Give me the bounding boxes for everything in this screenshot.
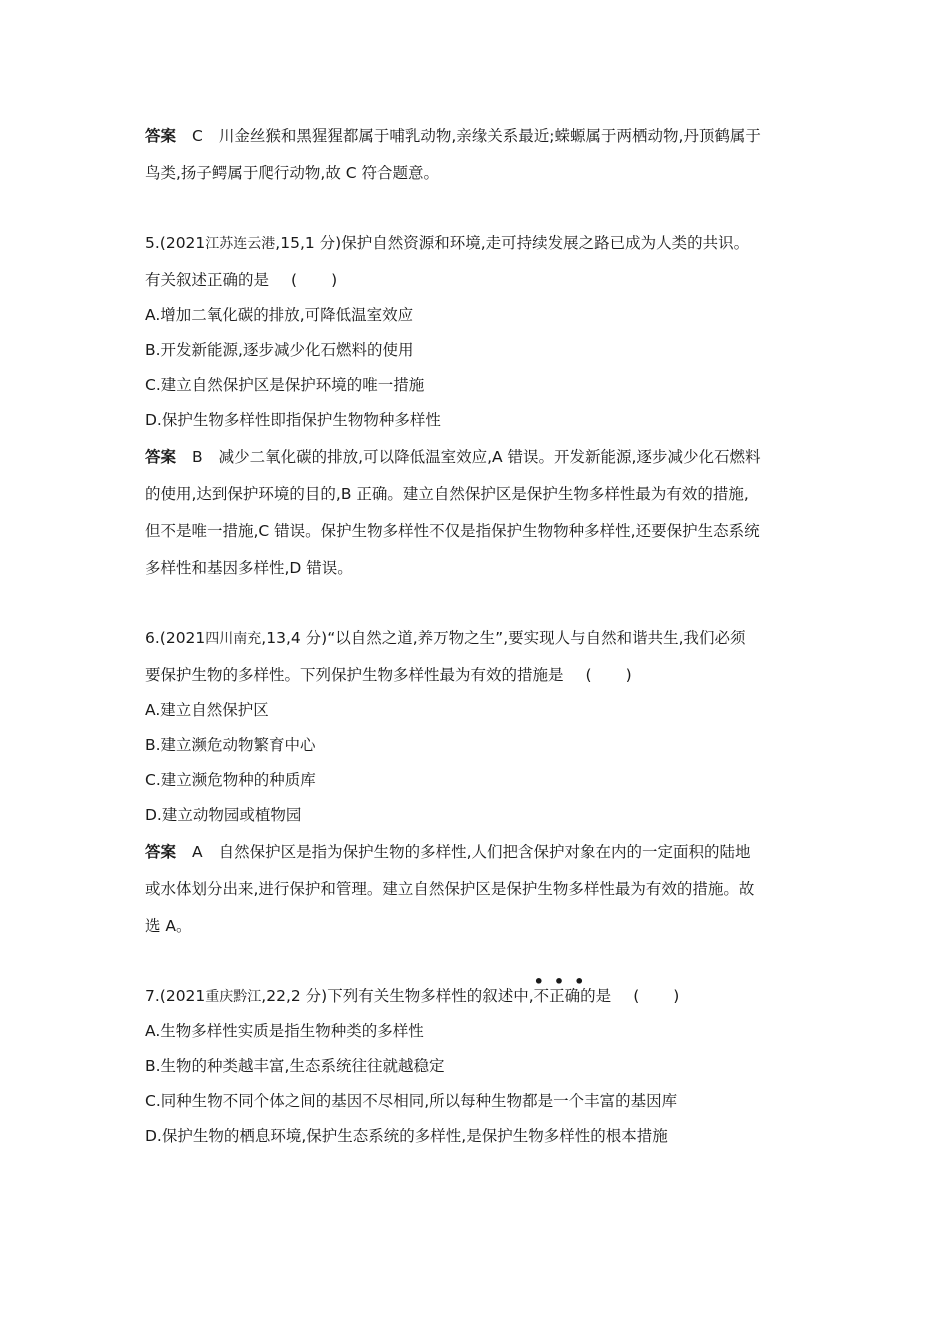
q5-option-b: B.开发新能源,逐步减少化石燃料的使用 bbox=[145, 341, 414, 359]
q5-meta: ,15,1 分) bbox=[275, 234, 342, 252]
q5-option-a: A.增加二氧化碳的排放,可降低温室效应 bbox=[145, 306, 414, 324]
q5-stem-line-1 bbox=[145, 232, 749, 255]
q5-answer-line-1 bbox=[145, 446, 760, 468]
q7-stem-line-1 bbox=[145, 972, 680, 1008]
answer-letter: C bbox=[192, 127, 203, 145]
q7-meta: ,22,2 分) bbox=[261, 987, 328, 1005]
answer-blank bbox=[291, 269, 337, 291]
answer-q4-line-1 bbox=[145, 125, 761, 147]
q6-option-c: C.建立濒危物种的种质库 bbox=[145, 771, 316, 789]
q5-answer-line-2: 的使用,达到保护环境的目的,B 正确。建立自然保护区是保护生物多样性最为有效的措施, bbox=[145, 485, 749, 503]
answer-text: 川金丝猴和黑猩猩都属于哺乳动物,亲缘关系最近;蝾螈属于两栖动物,丹顶鹤属于 bbox=[218, 127, 761, 145]
answer-label: 答案 bbox=[145, 127, 177, 145]
q6-stem-cont: 要保护生物的多样性。下列保护生物多样性最为有效的措施是 bbox=[145, 666, 564, 684]
emphasis-dots: ••• bbox=[533, 972, 595, 991]
paren-open: ( bbox=[585, 666, 592, 684]
paren-close: ) bbox=[331, 271, 338, 289]
q6-number: 6.(2021 bbox=[145, 629, 206, 647]
q6-source: 四川南充 bbox=[205, 631, 262, 647]
q5-number: 5.(2021 bbox=[145, 234, 206, 252]
emphasis-word: 不正确 bbox=[533, 987, 581, 1005]
q7-option-d: D.保护生物的栖息环境,保护生态系统的多样性,是保护生物多样性的根本措施 bbox=[145, 1127, 668, 1145]
q5-answer-line-3: 但不是唯一措施,C 错误。保护生物多样性不仅是指保护生物物种多样性,还要保护生态系统 bbox=[145, 522, 760, 540]
answer-blank bbox=[586, 664, 632, 686]
answer-label: 答案 bbox=[145, 448, 177, 466]
answer-text: 自然保护区是指为保护生物的多样性,人们把含保护对象在内的一定面积的陆地 bbox=[218, 843, 751, 861]
q6-stem: “以自然之道,养万物之生”,要实现人与自然和谐共生,我们必须 bbox=[327, 629, 746, 647]
q6-option-d: D.建立动物园或植物园 bbox=[145, 806, 302, 824]
q7-option-b: B.生物的种类越丰富,生态系统往往就越稳定 bbox=[145, 1057, 445, 1075]
answer-label: 答案 bbox=[145, 843, 177, 861]
answer-text: 减少二氧化碳的排放,可以降低温室效应,A 错误。开发新能源,逐步减少化石燃料 bbox=[218, 448, 761, 466]
q5-source: 江苏连云港 bbox=[205, 236, 276, 252]
q5-stem: 保护自然资源和环境,走可持续发展之路已成为人类的共识。 bbox=[341, 234, 750, 252]
q5-answer-line-4: 多样性和基因多样性,D 错误。 bbox=[145, 559, 353, 577]
q7-option-a: A.生物多样性实质是指生物种类的多样性 bbox=[145, 1022, 424, 1040]
q6-option-a: A.建立自然保护区 bbox=[145, 701, 269, 719]
q6-meta: ,13,4 分) bbox=[261, 629, 328, 647]
answer-blank bbox=[633, 985, 679, 1007]
q5-option-c: C.建立自然保护区是保护环境的唯一措施 bbox=[145, 376, 425, 394]
answer-letter: B bbox=[192, 448, 203, 466]
q7-option-c: C.同种生物不同个体之间的基因不尽相同,所以每种生物都是一个丰富的基因库 bbox=[145, 1092, 678, 1110]
q7-source: 重庆黔江 bbox=[205, 989, 262, 1005]
q7-number: 7.(2021 bbox=[145, 987, 206, 1005]
q5-stem-cont: 有关叙述正确的是 bbox=[145, 271, 270, 289]
q6-answer-line-3: 选 A。 bbox=[145, 917, 192, 935]
answer-letter: A bbox=[192, 843, 203, 861]
paren-close: ) bbox=[673, 987, 680, 1005]
q5-stem-line-2 bbox=[145, 269, 337, 291]
paren-open: ( bbox=[633, 987, 640, 1005]
answer-q4-line-2: 鸟类,扬子鳄属于爬行动物,故 C 符合题意。 bbox=[145, 164, 440, 182]
q6-answer-line-2: 或水体划分出来,进行保护和管理。建立自然保护区是保护生物多样性最为有效的措施。故 bbox=[145, 880, 755, 898]
q7-stem: 下列有关生物多样性的叙述中, bbox=[327, 987, 534, 1005]
q6-answer-line-1 bbox=[145, 841, 751, 863]
q6-stem-line-2 bbox=[145, 664, 632, 686]
q6-stem-line-1 bbox=[145, 627, 746, 650]
paren-close: ) bbox=[625, 666, 632, 684]
q6-option-b: B.建立濒危动物繁育中心 bbox=[145, 736, 316, 754]
paren-open: ( bbox=[291, 271, 298, 289]
q7-stem-end: 的是 bbox=[580, 987, 612, 1005]
q5-option-d: D.保护生物多样性即指保护生物物种多样性 bbox=[145, 411, 441, 429]
emphasized-text bbox=[533, 972, 595, 1007]
